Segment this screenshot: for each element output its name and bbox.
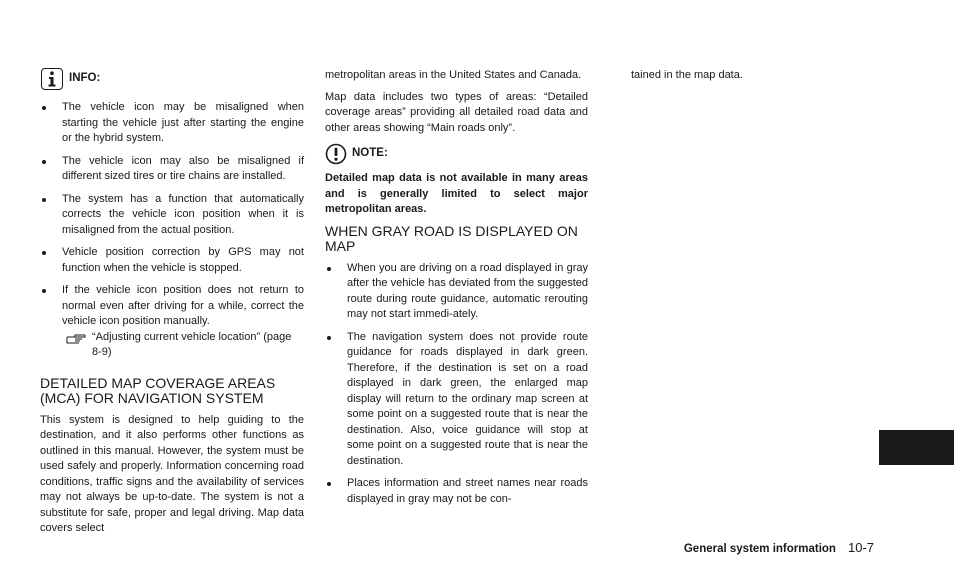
list-item: The vehicle icon may be misaligned when starting the vehicle just after starting the engine or the hybrid system. bbox=[40, 100, 304, 147]
gray-road-list bbox=[325, 261, 588, 508]
chapter-tab bbox=[879, 430, 954, 465]
list-item: The vehicle icon may also be misaligned if different sized tires or tire chains are installed. bbox=[40, 154, 304, 185]
section-paragraph: This system is designed to help guiding to the destination, and it also performs other functions as outlined in this manual. However, the system must be used safely and properly. Information concerning road conditions, traffic signs and the availability of services may not always be up-to-date. The system is not a substitute for safe, proper and legal driving. Map data covers select bbox=[40, 413, 304, 534]
info-header bbox=[40, 68, 304, 90]
info-list bbox=[40, 100, 304, 330]
bullet-icon bbox=[327, 482, 331, 486]
bullet-icon bbox=[327, 267, 331, 271]
info-icon bbox=[41, 68, 63, 90]
footer-title: General system information bbox=[683, 543, 836, 555]
bullet-icon bbox=[42, 160, 46, 164]
page-footer bbox=[620, 540, 874, 558]
page-number: 10-7 bbox=[847, 540, 874, 555]
list-item: The system has a function that automatically corrects the vehicle icon position when it is misaligned from the actual position. bbox=[40, 192, 304, 239]
note-label: NOTE: bbox=[352, 147, 388, 160]
list-item: Vehicle position correction by GPS may not function when the vehicle is stopped. bbox=[40, 245, 304, 276]
paragraph: metropolitan areas in the United States and Canada. bbox=[325, 69, 582, 81]
list-item: Places information and street names near roads displayed in gray may not be con- bbox=[325, 476, 588, 507]
paragraph: tained in the map data. bbox=[631, 69, 743, 81]
column-right bbox=[631, 68, 881, 84]
section-heading: DETAILED MAP COVERAGE AREAS (MCA) FOR NAVIGATION SYSTEM bbox=[40, 374, 276, 406]
section-heading: WHEN GRAY ROAD IS DISPLAYED ON MAP bbox=[325, 222, 578, 254]
paragraph: Map data includes two types of areas: “Detailed coverage areas” providing all detailed road data and other areas showing “Main roads only”. bbox=[325, 90, 588, 134]
note-text: Detailed map data is not available in many areas and is generally limited to select major metropolitan areas. bbox=[325, 172, 588, 215]
list-item: The navigation system does not provide route guidance for roads displayed in dark green. Therefore, if the destination is set on a road displayed in dark green, the enlarged map display will return to the ordinary map screen at some point on a suggested route that is near the destination. Also, voice guidance will stop at some point on a suggested route that is near the destination. bbox=[325, 330, 588, 470]
reference-hand-icon bbox=[66, 331, 88, 345]
reference-text: “Adjusting current vehicle location” (page 8-9) bbox=[92, 330, 292, 358]
list-item: When you are driving on a road displayed in gray after the vehicle has deviated from the suggested route during route guidance, automatic rerouting may not start immedi-ately. bbox=[325, 261, 588, 323]
note-header bbox=[325, 143, 588, 165]
column-left bbox=[40, 68, 304, 537]
bullet-icon bbox=[42, 251, 46, 255]
bullet-icon bbox=[42, 198, 46, 202]
bullet-icon bbox=[42, 106, 46, 110]
page-reference[interactable] bbox=[40, 330, 304, 361]
list-item: If the vehicle icon position does not return to normal even after driving for a while, correct the vehicle icon position manually. bbox=[40, 283, 304, 330]
warning-icon bbox=[325, 143, 347, 165]
column-middle bbox=[325, 68, 588, 514]
bullet-icon bbox=[327, 336, 331, 340]
bullet-icon bbox=[42, 289, 46, 293]
info-label: INFO: bbox=[69, 72, 101, 85]
